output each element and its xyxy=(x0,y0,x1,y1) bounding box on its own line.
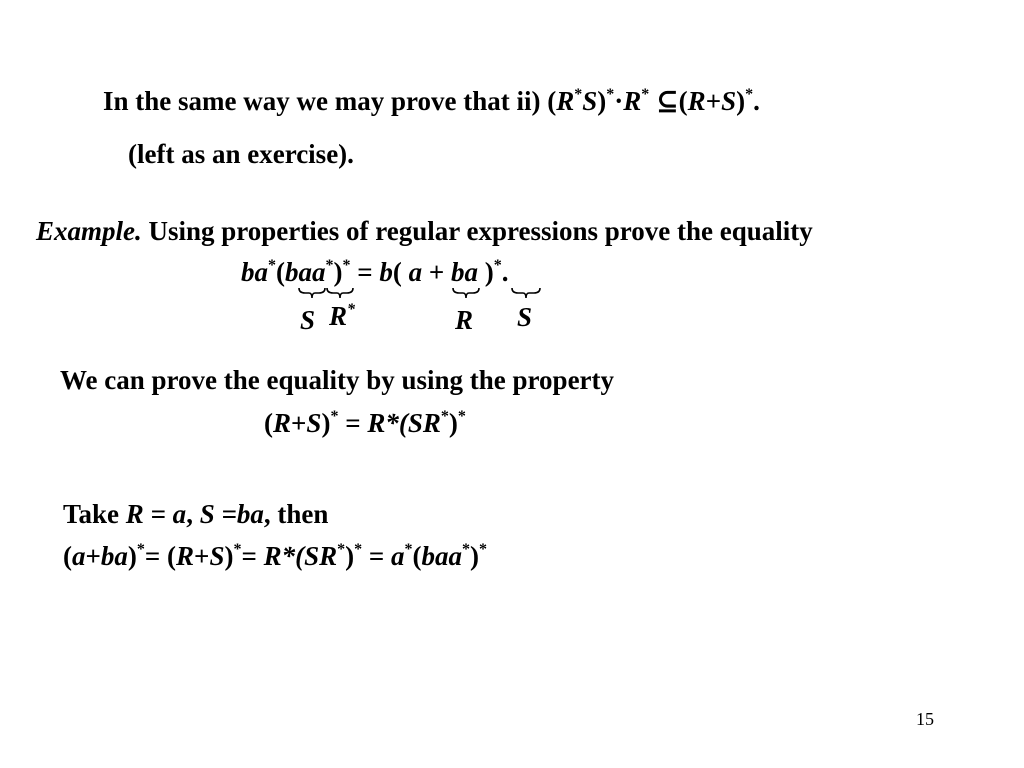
expr-s: S xyxy=(582,86,598,116)
example-line xyxy=(36,218,813,245)
example-label: Example. xyxy=(36,216,142,246)
underbrace-r xyxy=(452,287,480,299)
exercise-note: (left as an exercise). xyxy=(128,139,354,169)
label-r-mid: R xyxy=(455,305,474,335)
take-line: Take R = a, S =ba, then xyxy=(63,499,329,529)
example-text: Using properties of regular expressions prove the equality xyxy=(148,216,813,246)
expr-r: R xyxy=(556,86,575,116)
underbrace-s-right xyxy=(511,287,541,299)
property-formula: (R+S)* = R*(SR*)* xyxy=(264,408,466,438)
derivation-line: (a+ba)*= (R+S)*= R*(SR*)* = a*(baa*)* xyxy=(63,541,488,571)
label-s-first: S xyxy=(300,305,316,335)
statement-line: In the same way we may prove that ii) (R*S)*·R* ⊆(R+S)*. xyxy=(103,86,760,116)
label-s-last: S xyxy=(517,302,533,332)
subset-symbol: ⊆ xyxy=(656,86,679,116)
underbrace-r-star xyxy=(326,287,354,299)
page-number: 15 xyxy=(916,709,934,729)
expr-r: R xyxy=(623,86,642,116)
statement-text: In the same way we may prove that ii) xyxy=(103,86,541,116)
example-equation: ba*(baa*)* = b( a + ba )*. xyxy=(241,257,509,287)
property-line: We can prove the equality by using the property xyxy=(60,365,615,395)
label-r-star: R* xyxy=(329,301,356,331)
underbrace-s xyxy=(298,287,326,299)
